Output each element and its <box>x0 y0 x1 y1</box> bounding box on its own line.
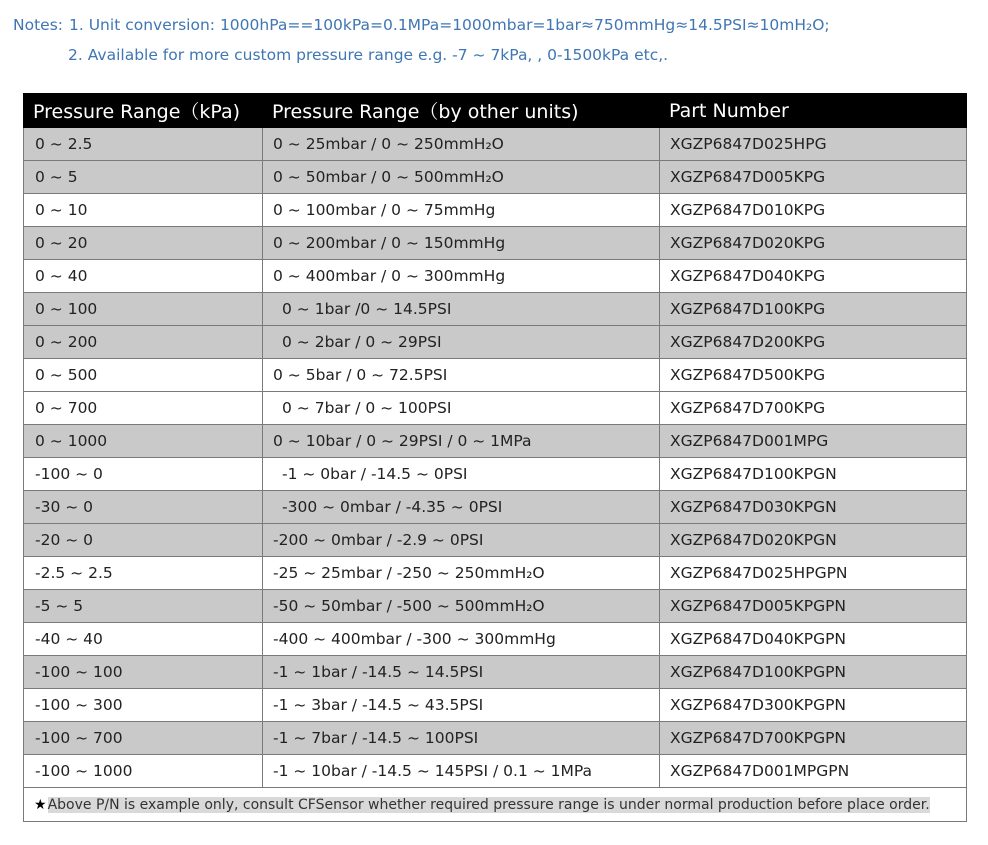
range-kpa-cell: -40 ~ 40 <box>24 623 263 656</box>
range-kpa-cell: 0 ~ 200 <box>24 326 263 359</box>
part-number-cell: XGZP6847D001MPG <box>660 425 967 458</box>
table-row <box>24 557 967 590</box>
pressure-range-table <box>23 93 967 822</box>
table-row <box>24 128 967 161</box>
part-number-cell: XGZP6847D001MPGPN <box>660 755 967 788</box>
range-kpa-cell: 0 ~ 5 <box>24 161 263 194</box>
other-units-cell: 0 ~ 5bar / 0 ~ 72.5PSI <box>263 359 660 392</box>
other-units-cell: 0 ~ 1bar /0 ~ 14.5PSI <box>263 293 660 326</box>
table-row <box>24 590 967 623</box>
table-row <box>24 722 967 755</box>
table-row <box>24 392 967 425</box>
table-row <box>24 689 967 722</box>
other-units-cell: -300 ~ 0mbar / -4.35 ~ 0PSI <box>263 491 660 524</box>
part-number-cell: XGZP6847D040KPG <box>660 260 967 293</box>
part-number-cell: XGZP6847D030KPGN <box>660 491 967 524</box>
table-row <box>24 623 967 656</box>
other-units-cell: 0 ~ 2bar / 0 ~ 29PSI <box>263 326 660 359</box>
table-row <box>24 194 967 227</box>
range-kpa-cell: 0 ~ 1000 <box>24 425 263 458</box>
table-row <box>24 326 967 359</box>
header-pressure-range-kpa: Pressure Range（kPa) <box>24 94 263 128</box>
other-units-cell: -50 ~ 50mbar / -500 ~ 500mmH₂O <box>263 590 660 623</box>
part-number-cell: XGZP6847D010KPG <box>660 194 967 227</box>
other-units-cell: -200 ~ 0mbar / -2.9 ~ 0PSI <box>263 524 660 557</box>
other-units-cell: -25 ~ 25mbar / -250 ~ 250mmH₂O <box>263 557 660 590</box>
table-row <box>24 491 967 524</box>
range-kpa-cell: 0 ~ 40 <box>24 260 263 293</box>
range-kpa-cell: 0 ~ 500 <box>24 359 263 392</box>
part-number-cell: XGZP6847D025HPGPN <box>660 557 967 590</box>
table-row <box>24 656 967 689</box>
table-row <box>24 458 967 491</box>
range-kpa-cell: 0 ~ 10 <box>24 194 263 227</box>
other-units-cell: -1 ~ 1bar / -14.5 ~ 14.5PSI <box>263 656 660 689</box>
footnote-text: Above P/N is example only, consult CFSensor whether required pressure range is under normal production before place order. <box>47 796 930 813</box>
other-units-cell: -400 ~ 400mbar / -300 ~ 300mmHg <box>263 623 660 656</box>
range-kpa-cell: 0 ~ 100 <box>24 293 263 326</box>
other-units-cell: 0 ~ 10bar / 0 ~ 29PSI / 0 ~ 1MPa <box>263 425 660 458</box>
range-kpa-cell: 0 ~ 20 <box>24 227 263 260</box>
table-header-row <box>24 94 967 128</box>
other-units-cell: 0 ~ 400mbar / 0 ~ 300mmHg <box>263 260 660 293</box>
range-kpa-cell: -100 ~ 100 <box>24 656 263 689</box>
other-units-cell: -1 ~ 3bar / -14.5 ~ 43.5PSI <box>263 689 660 722</box>
part-number-cell: XGZP6847D100KPG <box>660 293 967 326</box>
part-number-cell: XGZP6847D100KPGPN <box>660 656 967 689</box>
other-units-cell: -1 ~ 7bar / -14.5 ~ 100PSI <box>263 722 660 755</box>
other-units-cell: -1 ~ 0bar / -14.5 ~ 0PSI <box>263 458 660 491</box>
notes-section <box>13 12 978 72</box>
range-kpa-cell: 0 ~ 700 <box>24 392 263 425</box>
table-row <box>24 359 967 392</box>
range-kpa-cell: -2.5 ~ 2.5 <box>24 557 263 590</box>
footnote-cell <box>24 788 967 822</box>
note-unit-conversion: 1. Unit conversion: 1000hPa==100kPa=0.1MPa=1000mbar=1bar≈750mmHg≈14.5PSI≈10mH₂O; <box>69 16 830 34</box>
part-number-cell: XGZP6847D020KPGN <box>660 524 967 557</box>
note-custom-range: 2. Available for more custom pressure range e.g. -7 ~ 7kPa, , 0-1500kPa etc,. <box>68 46 669 64</box>
note-line-2 <box>13 42 978 72</box>
part-number-cell: XGZP6847D005KPGPN <box>660 590 967 623</box>
range-kpa-cell: 0 ~ 2.5 <box>24 128 263 161</box>
part-number-cell: XGZP6847D200KPG <box>660 326 967 359</box>
table-footnote-row <box>24 788 967 822</box>
part-number-cell: XGZP6847D700KPG <box>660 392 967 425</box>
header-part-number: Part Number <box>660 94 967 128</box>
range-kpa-cell: -5 ~ 5 <box>24 590 263 623</box>
table-row <box>24 524 967 557</box>
part-number-cell: XGZP6847D005KPG <box>660 161 967 194</box>
other-units-cell: -1 ~ 10bar / -14.5 ~ 145PSI / 0.1 ~ 1MPa <box>263 755 660 788</box>
table-row <box>24 260 967 293</box>
table-row <box>24 293 967 326</box>
range-kpa-cell: -100 ~ 700 <box>24 722 263 755</box>
part-number-cell: XGZP6847D300KPGPN <box>660 689 967 722</box>
table-row <box>24 227 967 260</box>
part-number-cell: XGZP6847D500KPG <box>660 359 967 392</box>
other-units-cell: 0 ~ 200mbar / 0 ~ 150mmHg <box>263 227 660 260</box>
part-number-cell: XGZP6847D040KPGPN <box>660 623 967 656</box>
table-row <box>24 161 967 194</box>
table-body <box>24 128 967 822</box>
part-number-cell: XGZP6847D020KPG <box>660 227 967 260</box>
part-number-cell: XGZP6847D700KPGPN <box>660 722 967 755</box>
notes-label: Notes: <box>13 16 63 34</box>
range-kpa-cell: -100 ~ 0 <box>24 458 263 491</box>
range-kpa-cell: -30 ~ 0 <box>24 491 263 524</box>
note-line-1 <box>13 12 978 42</box>
range-kpa-cell: -100 ~ 300 <box>24 689 263 722</box>
part-number-cell: XGZP6847D100KPGN <box>660 458 967 491</box>
table-row <box>24 425 967 458</box>
other-units-cell: 0 ~ 25mbar / 0 ~ 250mmH₂O <box>263 128 660 161</box>
range-kpa-cell: -20 ~ 0 <box>24 524 263 557</box>
table-row <box>24 755 967 788</box>
header-pressure-range-other-units: Pressure Range（by other units) <box>263 94 660 128</box>
other-units-cell: 0 ~ 50mbar / 0 ~ 500mmH₂O <box>263 161 660 194</box>
star-icon: ★ <box>34 796 47 813</box>
other-units-cell: 0 ~ 100mbar / 0 ~ 75mmHg <box>263 194 660 227</box>
part-number-cell: XGZP6847D025HPG <box>660 128 967 161</box>
range-kpa-cell: -100 ~ 1000 <box>24 755 263 788</box>
other-units-cell: 0 ~ 7bar / 0 ~ 100PSI <box>263 392 660 425</box>
